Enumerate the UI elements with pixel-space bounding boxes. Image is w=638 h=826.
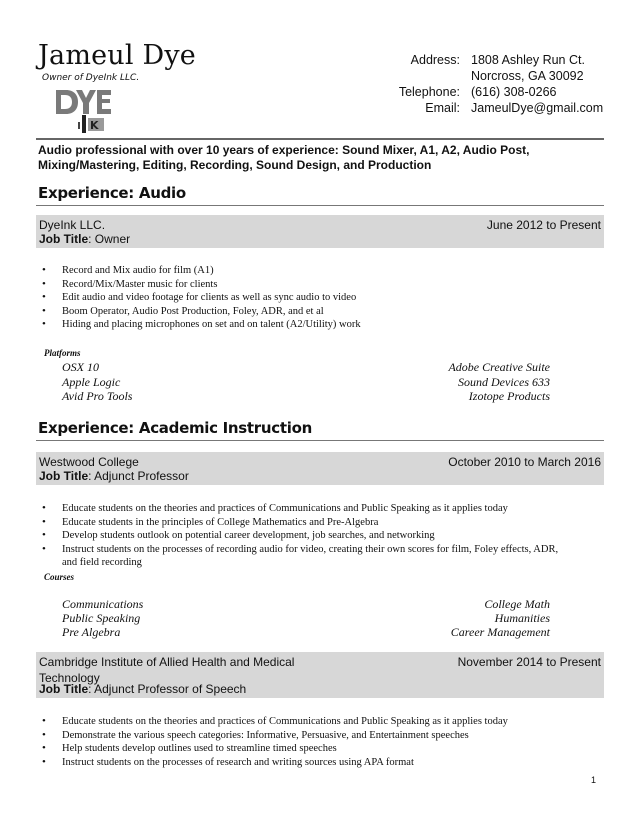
- platform-right-2: Sound Devices 633: [458, 375, 550, 389]
- address-line1: 1808 Ashley Run Ct.: [471, 53, 585, 67]
- job-date: June 2012 to Present: [486, 218, 601, 232]
- job-title-value: : Adjunct Professor of Speech: [88, 682, 247, 696]
- cambridge-duties-list: [38, 715, 598, 769]
- section-divider-audio: [36, 205, 604, 206]
- list-item: • Instruct students on the processes of research and writing sources using APA format: [38, 756, 598, 770]
- telephone-label: Telephone:: [398, 85, 460, 99]
- list-item: • Edit audio and video footage for clients as well as sync audio to video: [38, 291, 598, 305]
- course-right-1: College Math: [484, 597, 550, 611]
- address-label: Address:: [410, 53, 460, 67]
- platforms-label: Platforms: [44, 348, 81, 358]
- list-item: • Record and Mix audio for film (A1): [38, 264, 598, 278]
- page-number: 1: [590, 775, 596, 785]
- course-right-3: Career Management: [450, 625, 550, 639]
- job-header-cambridge: [36, 652, 604, 698]
- job-title-label: Job Title: [39, 232, 89, 246]
- job-date: November 2014 to Present: [457, 655, 601, 669]
- header-divider: [36, 138, 604, 140]
- svg-text:K: K: [90, 119, 99, 132]
- job-org: DyeInk LLC.: [39, 218, 106, 232]
- email-value[interactable]: JameulDye@gmail.com: [471, 101, 604, 115]
- job-title-line: [39, 681, 246, 697]
- audio-duties-list: [38, 264, 598, 332]
- list-item: • Record/Mix/Master music for clients: [38, 278, 598, 292]
- course-left-2: Public Speaking: [62, 611, 141, 625]
- dyeink-logo: [52, 88, 114, 134]
- summary-statement: Audio professional with over 10 years of experience: Sound Mixer, A1, A2, Audio Post, Mixing/Mastering, Editing, Recording, Sound Design, and Production: [38, 143, 530, 172]
- platform-right-1: Adobe Creative Suite: [448, 360, 550, 374]
- platform-left-2: Apple Logic: [62, 375, 121, 389]
- list-item: • Develop students outlook on potential career development, job searches, and networking: [38, 529, 598, 543]
- applicant-name: Jameul Dye: [38, 40, 196, 71]
- list-item: • Boom Operator, Audio Post Production, Foley, ADR, and et al: [38, 305, 598, 319]
- job-org-line2: Technology: [39, 671, 100, 685]
- job-title-value: : Owner: [88, 232, 131, 246]
- courses-label: Courses: [44, 572, 75, 582]
- job-org-line1: Cambridge Institute of Allied Health and Medical: [39, 655, 295, 669]
- dyeink-logo-icon: [52, 88, 114, 134]
- course-right-2: Humanities: [494, 611, 550, 625]
- list-item: • Educate students in the principles of College Mathematics and Pre-Algebra: [38, 516, 598, 530]
- list-item: • Educate students on the theories and practices of Communications and Public Speaking as it applies today: [38, 502, 598, 516]
- westwood-duties-list: [38, 502, 598, 570]
- section-title-academic: Experience: Academic Instruction: [38, 419, 312, 437]
- platform-right-3: Izotope Products: [468, 389, 550, 403]
- owner-subtitle: Owner of DyeInk LLC.: [42, 73, 140, 83]
- job-org: Westwood College: [39, 455, 139, 469]
- list-item: • Educate students on the theories and practices of Communications and Public Speaking as it applies today: [38, 715, 598, 729]
- job-title-label: Job Title: [39, 682, 89, 696]
- job-title-label: Job Title: [39, 469, 89, 483]
- course-left-3: Pre Algebra: [62, 625, 121, 639]
- course-left-1: Communications: [62, 597, 144, 611]
- address-line2: Norcross, GA 30092: [471, 69, 584, 83]
- job-header-dyeink: [36, 215, 604, 248]
- job-header-westwood: [36, 452, 604, 485]
- job-title-line: [39, 231, 130, 247]
- list-item: • Instruct students on the processes of recording audio for video, creating their own scores for film, Foley effects, ADR, and field recording: [38, 543, 572, 570]
- telephone-value[interactable]: (616) 308-0266: [471, 85, 557, 99]
- list-item: • Help students develop outlines used to streamline timed speeches: [38, 742, 598, 756]
- contact-block: [390, 52, 604, 116]
- section-title-audio: Experience: Audio: [38, 184, 186, 202]
- email-label: Email:: [425, 101, 460, 115]
- platform-left-1: OSX 10: [62, 360, 99, 374]
- job-date: October 2010 to March 2016: [448, 455, 601, 469]
- job-title-value: : Adjunct Professor: [88, 469, 189, 483]
- section-divider-academic: [36, 440, 604, 441]
- list-item: • Hiding and placing microphones on set and on talent (A2/Utility) work: [38, 318, 598, 332]
- job-title-line: [39, 468, 189, 484]
- platform-left-3: Avid Pro Tools: [62, 389, 133, 403]
- list-item: • Demonstrate the various speech categories: Informative, Persuasive, and Entertainment speeches: [38, 729, 598, 743]
